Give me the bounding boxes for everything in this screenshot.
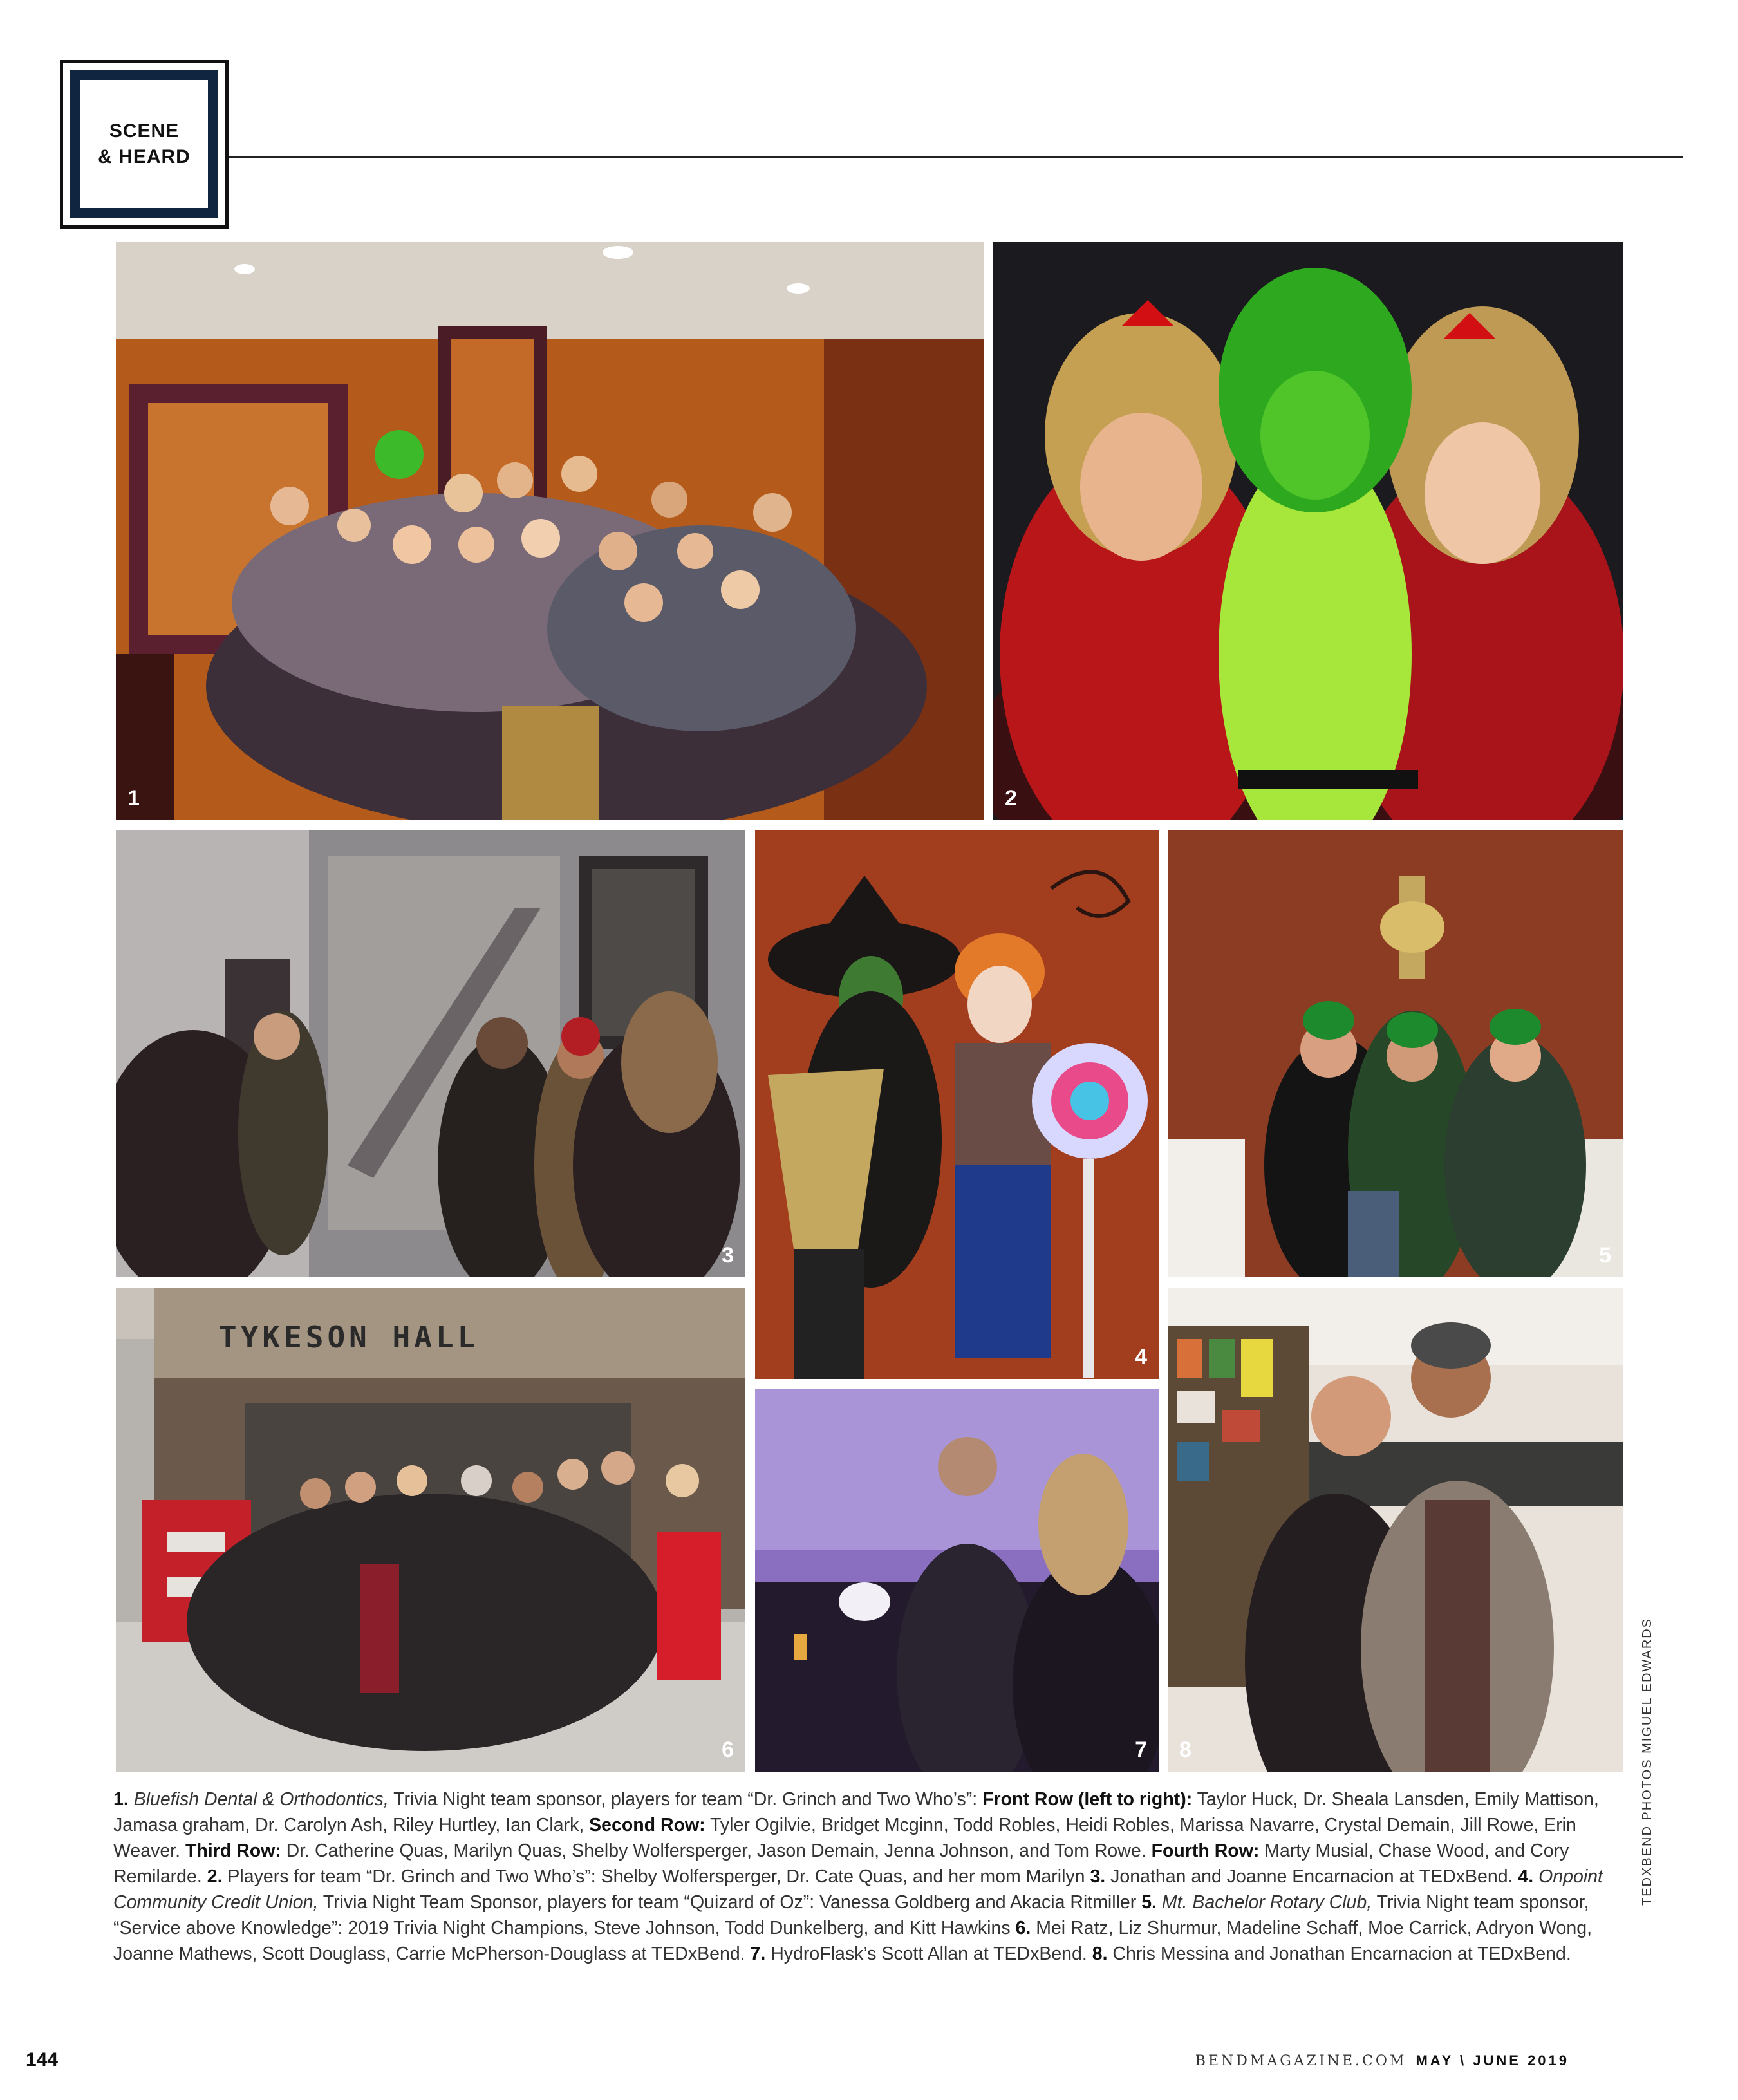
badge-line-1: SCENE bbox=[109, 120, 180, 142]
caption-4-org: Onpoint Community Credit Union, bbox=[113, 1866, 1603, 1913]
section-badge-inner bbox=[70, 70, 218, 218]
photo-2-image bbox=[993, 242, 1623, 820]
header-rule bbox=[229, 156, 1683, 158]
photo-4-number: 4 bbox=[1135, 1345, 1147, 1369]
caption-3-number: 3. bbox=[1090, 1866, 1106, 1887]
caption-4-number: 4. bbox=[1518, 1866, 1534, 1887]
photo-6-number: 6 bbox=[722, 1738, 734, 1762]
photo-credit: TEDXBEND PHOTOS MIGUEL EDWARDS bbox=[1640, 1617, 1654, 1906]
caption-1-number: 1. bbox=[113, 1789, 129, 1810]
caption-1-org: Bluefish Dental & Orthodontics, bbox=[133, 1789, 389, 1810]
photo-8-image bbox=[1168, 1288, 1623, 1772]
caption-5-text: Trivia Night team sponsor, “Service above Knowledge”: 2019 Trivia Night Champions, Steve Johnson, Todd Dunkelberg, and Kitt Hawkins bbox=[113, 1892, 1589, 1938]
tykeson-hall-sign: TYKESON HALL bbox=[219, 1320, 480, 1355]
caption-fourth-row-names: Marty Musial, Chase Wood, and Cory Remilarde. bbox=[113, 1841, 1569, 1887]
photo-8-number: 8 bbox=[1179, 1738, 1191, 1762]
caption-6-number: 6. bbox=[1015, 1918, 1031, 1938]
photo-8 bbox=[1168, 1288, 1623, 1772]
page-number: 144 bbox=[26, 2049, 59, 2070]
photo-4-image bbox=[755, 830, 1159, 1379]
photo-2 bbox=[993, 242, 1623, 820]
photo-4 bbox=[755, 830, 1159, 1379]
caption-5-org: Mt. Bachelor Rotary Club, bbox=[1161, 1892, 1372, 1913]
caption-1-text: Trivia Night team sponsor, players for team “Dr. Grinch and Two Who’s”: bbox=[388, 1789, 983, 1810]
photo-7-number: 7 bbox=[1135, 1738, 1147, 1762]
photo-6 bbox=[116, 1288, 745, 1772]
footer-issue: MAY \ JUNE 2019 bbox=[1416, 2052, 1569, 2068]
photo-caption bbox=[113, 1786, 1607, 1967]
photo-1 bbox=[116, 242, 984, 820]
caption-5-number: 5. bbox=[1141, 1892, 1157, 1913]
page-footer bbox=[1195, 2052, 1569, 2069]
caption-4-text: Trivia Night Team Sponsor, players for team “Quizard of Oz”: Vanessa Goldberg and Akacia Ritmiller bbox=[318, 1892, 1142, 1913]
photo-7 bbox=[755, 1389, 1159, 1772]
photo-1-number: 1 bbox=[127, 786, 140, 811]
caption-7-text: HydroFlask’s Scott Allan at TEDxBend. bbox=[765, 1944, 1092, 1964]
caption-2-text: Players for team “Dr. Grinch and Two Who’s”: Shelby Wolfersperger, Dr. Cate Quas, and her mom Marilyn bbox=[222, 1866, 1090, 1887]
footer-website: BENDMAGAZINE.COM bbox=[1195, 2053, 1407, 2069]
photo-2-number: 2 bbox=[1005, 786, 1017, 811]
caption-8-text: Chris Messina and Jonathan Encarnacion at TEDxBend. bbox=[1107, 1944, 1571, 1964]
badge-line-2: & HEARD bbox=[98, 146, 191, 167]
caption-6-text: Mei Ratz, Liz Shurmur, Madeline Schaff, Moe Carrick, Adryon Wong, Joanne Mathews, Scott Douglass, Carrie McPherson-Douglass at TEDxBend. bbox=[113, 1918, 1593, 1964]
section-badge bbox=[60, 60, 229, 229]
caption-second-row-label: Second Row: bbox=[589, 1815, 705, 1835]
photo-5 bbox=[1168, 830, 1623, 1277]
caption-third-row-names: Dr. Catherine Quas, Marilyn Quas, Shelby Wolfersperger, Jason Demain, Jenna Johnson, and Tom Rowe. bbox=[281, 1841, 1152, 1861]
caption-front-row-label: Front Row (left to right): bbox=[982, 1789, 1193, 1810]
photo-5-number: 5 bbox=[1599, 1243, 1611, 1268]
photo-1-image bbox=[116, 242, 984, 820]
caption-2-number: 2. bbox=[207, 1866, 223, 1887]
caption-fourth-row-label: Fourth Row: bbox=[1151, 1841, 1260, 1861]
caption-8-number: 8. bbox=[1092, 1944, 1108, 1964]
caption-third-row-label: Third Row: bbox=[185, 1841, 281, 1861]
caption-second-row-names: Tyler Ogilvie, Bridget Mcginn, Todd Robles, Heidi Robles, Marissa Navarre, Crystal Demain, Jill Rowe, Erin Weaver. bbox=[113, 1815, 1576, 1861]
photo-5-image bbox=[1168, 830, 1623, 1277]
caption-7-number: 7. bbox=[750, 1944, 766, 1964]
photo-3 bbox=[116, 830, 745, 1277]
photo-3-image bbox=[116, 830, 745, 1277]
caption-front-row-names: Taylor Huck, Dr. Sheala Lansden, Emily Mattison, Jamasa graham, Dr. Carolyn Ash, Riley Hurtley, Ian Clark, bbox=[113, 1789, 1599, 1835]
caption-3-text: Jonathan and Joanne Encarnacion at TEDxBend. bbox=[1105, 1866, 1518, 1887]
photo-7-image bbox=[755, 1389, 1159, 1772]
photo-3-number: 3 bbox=[722, 1243, 734, 1268]
photo-6-image bbox=[116, 1288, 745, 1772]
